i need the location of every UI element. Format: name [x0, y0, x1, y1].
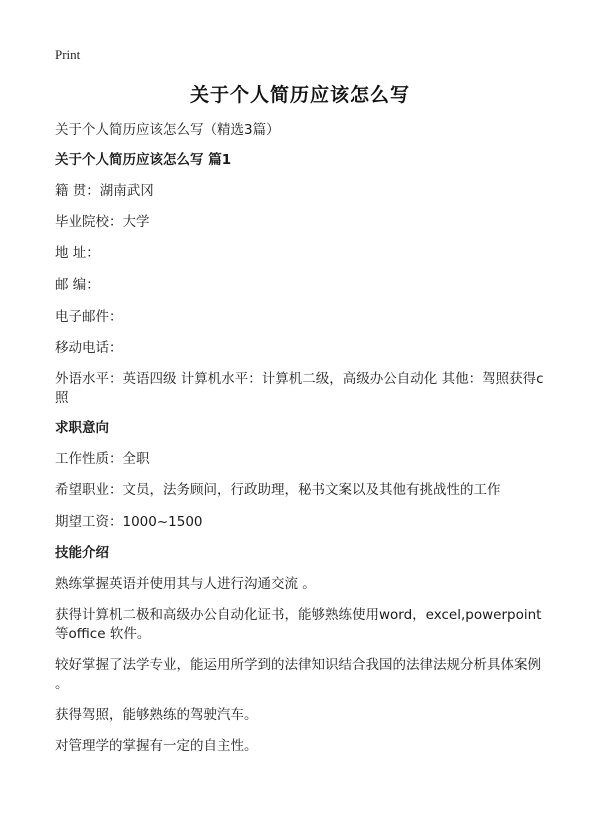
desired-position-field: 希望职业：文员，法务顾问，行政助理，秘书文案以及其他有挑战性的工作	[55, 482, 501, 498]
skill-item: 获得计算机二极和高级办公自动化证书，能够熟练使用word，excel,powerpoint 等office 软件。	[55, 607, 542, 642]
job-intent-heading: 求职意向	[55, 420, 109, 436]
skill-item: 较好掌握了法学专业，能运用所学到的法律知识结合我国的法律法规分析具体案例 。	[55, 657, 541, 692]
skill-item: 获得驾照，能够熟练的驾驶汽车。	[55, 707, 258, 723]
document-title: 关于个人简历应该怎么写	[189, 84, 410, 106]
work-type-field: 工作性质：全职	[55, 451, 150, 467]
mobile-field: 移动电话：	[55, 340, 123, 356]
postcode-field: 邮 编：	[55, 277, 100, 293]
salary-field: 期望工资：1000~1500	[55, 514, 203, 530]
school-field: 毕业院校：大学	[55, 214, 150, 230]
native-place-field: 籍 贯：湖南武冈	[55, 183, 154, 199]
skill-item: 对管理学的掌握有一定的自主性。	[55, 738, 258, 754]
address-field: 地 址：	[55, 245, 100, 261]
print-label: Print	[55, 47, 81, 62]
email-field: 电子邮件：	[55, 309, 123, 325]
section1-heading: 关于个人简历应该怎么写 篇1	[55, 152, 232, 168]
skills-heading: 技能介绍	[55, 545, 109, 561]
document-subtitle: 关于个人简历应该怎么写（精选3篇）	[55, 122, 280, 138]
language-field: 外语水平：英语四级 计算机水平：计算机二级，高级办公自动化 其他：驾照获得c照	[55, 371, 544, 406]
skill-item: 熟练掌握英语并使用其与人进行沟通交流 。	[55, 576, 316, 592]
